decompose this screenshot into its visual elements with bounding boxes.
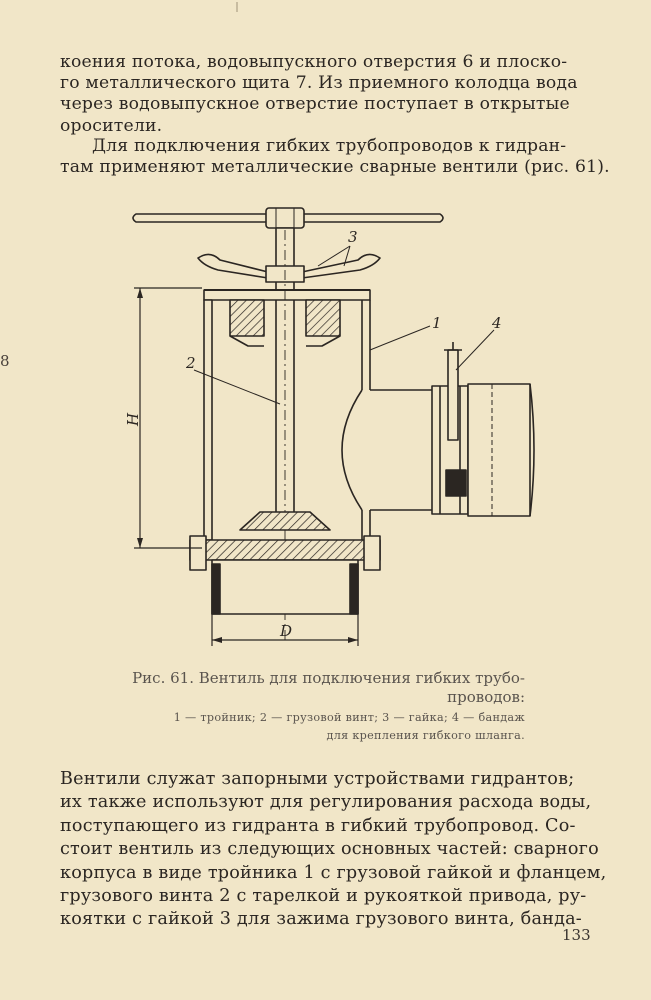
lower-pipe [212,560,358,614]
text-line: Для подключения гибких трубопроводов к гидран- [92,136,567,156]
text-line: коятки с гайкой 3 для зажима грузового винта, банда- [60,909,582,930]
valve-plate [240,512,330,530]
margin-mark: 8 [0,352,10,370]
page-number: 133 [562,926,591,944]
load-nut-right [306,300,340,336]
paragraph-intro-figure [60,136,610,178]
handwheel-hub [266,208,304,228]
label-height: H [124,412,142,426]
label-part-4: 4 [492,314,502,332]
label-diameter: D [280,622,293,640]
text-line: стоит вентиль из следующих основных частей: сварного [60,839,599,860]
text-line: поступающего из гидранта в гибкий трубопровод. Со- [60,815,576,836]
caption-legend: 1 — тройник; 2 — грузовой винт; 3 — гайка; 4 — бандаж [173,711,525,724]
text-line: через водовыпускное отверстие поступает в открытые [60,94,570,115]
caption-title-cont: проводов: [447,688,525,706]
text-line: там применяют металлические сварные вентили (рис. 61). [60,157,610,178]
label-part-3: 3 [348,228,358,246]
paragraph-valve-description [60,768,607,932]
valve-figure [100,200,560,650]
page-smudge [236,2,238,12]
label-part-2: 2 [186,354,196,372]
load-nut-left [230,300,264,336]
text-line: грузового винта 2 с тарелкой и рукояткой привода, ру- [60,886,587,907]
text-line: их также используют для регулирования расхода воды, [60,792,592,813]
bottom-flange [190,540,380,560]
figure-caption [130,669,525,743]
top-cover [204,290,370,300]
text-line: го металлического щита 7. Из приемного колодца вода [60,73,578,94]
hose-pipe [468,384,530,516]
clamp-handle-right [302,254,380,278]
flange-bolt-right [364,536,380,570]
caption-legend-cont: для крепления гибкого шланга. [326,729,525,742]
label-part-1: 1 [432,314,442,332]
text-line: Вентили служат запорными устройствами гидрантов; [60,769,575,789]
band-clamp-bolt [448,350,458,440]
side-outlet [342,390,432,510]
clamp-handle-left [198,254,268,278]
paragraph-continuation [60,52,595,137]
leader-3 [318,246,350,266]
leader-1 [370,326,430,350]
text-line: корпуса в виде тройника 1 с грузовой гайкой и фланцем, [60,862,607,883]
text-line: коения потока, водовыпускного отверстия 6 и плоско- [60,52,568,72]
text-line: оросители. [60,115,163,136]
flange-bolt-left [190,536,206,570]
dimension-h [134,288,202,548]
caption-title: Рис. 61. Вентиль для подключения гибких трубо- [132,669,525,687]
body-wall-left [204,300,212,540]
